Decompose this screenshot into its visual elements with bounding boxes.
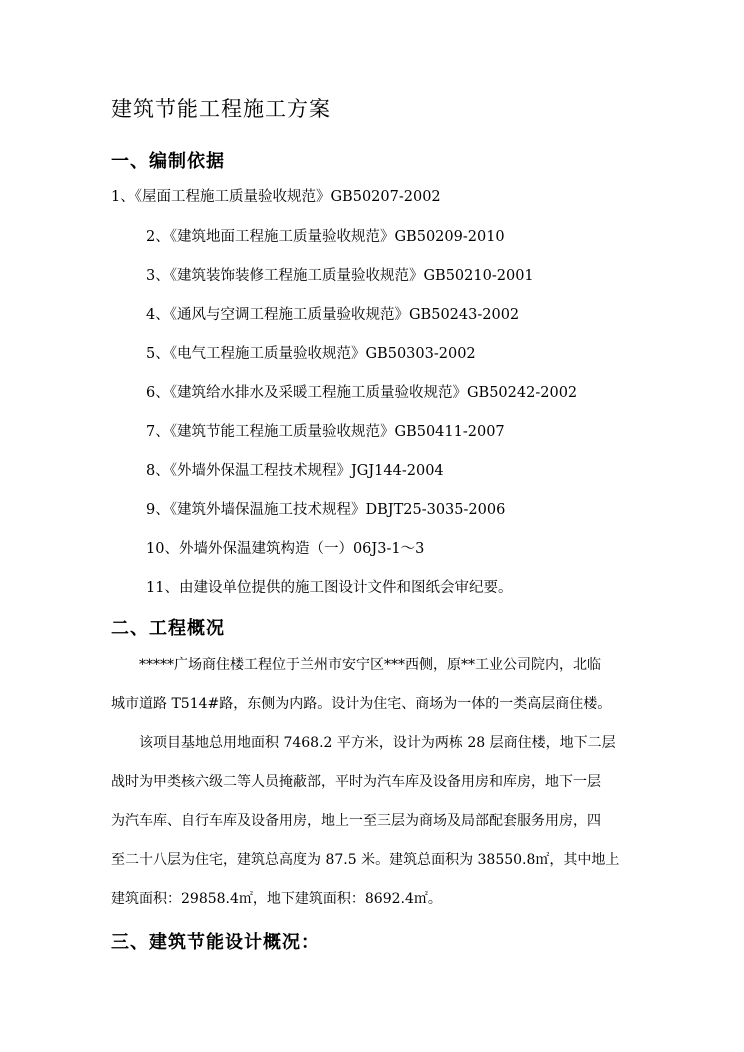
reference-item: 6、《建筑给水排水及采暖工程施工质量验收规范》GB50242-2002 [146, 385, 578, 401]
section-heading-energy-design: 三、建筑节能设计概况： [111, 932, 320, 953]
overview-line: 建筑面积：29858.4㎡，地下建筑面积：8692.4㎡。 [111, 891, 442, 907]
overview-line: *****广场商住楼工程位于兰州市安宁区***西侧，原**工业公司院内，北临 [111, 657, 601, 673]
overview-line: 城市道路 T514#路，东侧为内路。设计为住宅、商场为一体的一类高层商住楼。 [111, 696, 612, 712]
reference-item: 8、《外墙外保温工程技术规程》JGJ144-2004 [146, 463, 444, 479]
reference-item: 3、《建筑装饰装修工程施工质量验收规范》GB50210-2001 [146, 268, 534, 284]
section-heading-basis: 一、编制依据 [111, 151, 225, 172]
reference-item: 1、《屋面工程施工质量验收规范》GB50207-2002 [111, 189, 441, 205]
document-title: 建筑节能工程施工方案 [111, 97, 331, 121]
reference-item: 10、外墙外保温建筑构造（一）06J3-1～3 [146, 541, 425, 557]
reference-item: 2、《建筑地面工程施工质量验收规范》GB50209-2010 [146, 229, 505, 245]
overview-line: 该项目基地总用地面积 7468.2 平方米，设计为两栋 28 层商住楼，地下二层 [111, 735, 616, 751]
section-heading-overview: 二、工程概况 [111, 618, 225, 639]
overview-line: 战时为甲类核六级二等人员掩蔽部，平时为汽车库及设备用房和库房，地下一层 [111, 774, 601, 790]
overview-line: 至二十八层为住宅，建筑总高度为 87.5 米。建筑总面积为 38550.8㎡，其中地上 [111, 852, 620, 868]
reference-item: 4、《通风与空调工程施工质量验收规范》GB50243-2002 [146, 307, 520, 323]
reference-item: 7、《建筑节能工程施工质量验收规范》GB50411-2007 [146, 424, 505, 440]
reference-item: 5、《电气工程施工质量验收规范》GB50303-2002 [146, 346, 476, 362]
reference-item: 11、由建设单位提供的施工图设计文件和图纸会审纪要。 [146, 580, 513, 596]
reference-item: 9、《建筑外墙保温施工技术规程》DBJT25-3035-2006 [146, 502, 506, 518]
overview-line: 为汽车库、自行车库及设备用房，地上一至三层为商场及局部配套服务用房，四 [111, 813, 601, 829]
